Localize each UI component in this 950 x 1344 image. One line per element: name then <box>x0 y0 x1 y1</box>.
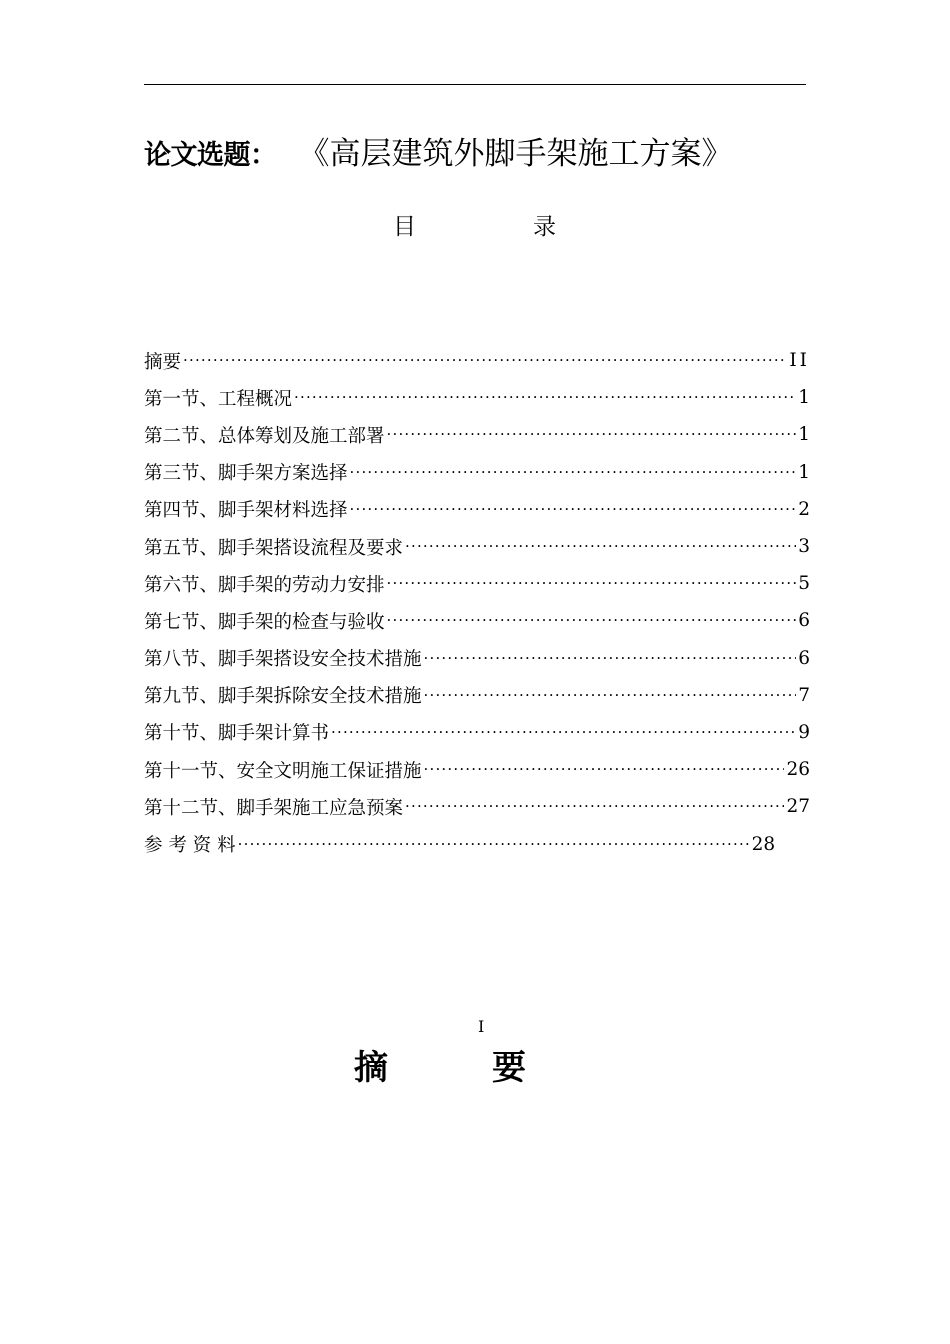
toc-entry-page: 27 <box>786 796 810 818</box>
thesis-title-label: 论文选题： <box>144 140 277 171</box>
toc-entry[interactable] <box>144 677 810 714</box>
toc-entry[interactable] <box>144 528 810 565</box>
toc-entry-title: 第十一节、安全文明施工保证措施 <box>144 760 422 782</box>
toc-entry-page: 26 <box>786 759 810 781</box>
toc-entry-title: 第九节、脚手架拆除安全技术措施 <box>144 686 422 708</box>
toc-leader-dots <box>387 427 796 442</box>
toc-entry[interactable] <box>144 788 810 825</box>
toc-entry-page: 1 <box>798 387 810 409</box>
toc-leader-dots <box>387 613 796 628</box>
toc-entry-title: 第一节、工程概况 <box>144 388 293 410</box>
toc-entry-title: 第十节、脚手架计算书 <box>144 723 330 745</box>
toc-leader-dots <box>331 725 796 740</box>
toc-entry[interactable] <box>144 714 810 751</box>
toc-entry-title: 参 考 资 料 <box>144 835 236 857</box>
page-number: I <box>478 1017 485 1036</box>
toc-entry-page: 6 <box>798 610 810 632</box>
toc-leader-dots <box>183 353 787 368</box>
toc-entry-title: 第十二节、脚手架施工应急预案 <box>144 797 404 819</box>
toc-entry-title: 第三节、脚手架方案选择 <box>144 463 348 485</box>
toc-heading-right: 录 <box>533 214 556 240</box>
thesis-title-name: 《高层建筑外脚手架施工方案》 <box>298 136 733 172</box>
toc-leader-dots <box>387 576 796 591</box>
toc-entry-page: II <box>789 350 810 372</box>
toc-entry[interactable] <box>144 491 810 528</box>
toc-heading <box>0 208 950 242</box>
abstract-heading-left: 摘 <box>354 1048 388 1088</box>
abstract-heading <box>0 1040 950 1088</box>
toc-entry[interactable] <box>144 379 810 416</box>
toc-leader-dots <box>238 837 750 852</box>
toc-leader-dots <box>350 502 796 517</box>
toc-leader-dots <box>424 688 796 703</box>
toc-entry[interactable] <box>144 565 810 602</box>
toc-entry[interactable] <box>144 751 810 788</box>
thesis-title <box>144 128 733 176</box>
toc-entry-page: 7 <box>798 684 810 706</box>
toc-entry-page: 28 <box>751 833 776 855</box>
toc-entry-page: 6 <box>798 647 810 669</box>
toc-leader-dots <box>294 390 796 405</box>
table-of-contents <box>144 342 810 863</box>
toc-heading-left: 目 <box>393 214 416 240</box>
toc-entry-page: 3 <box>798 536 810 558</box>
toc-entry-title: 第五节、脚手架搭设流程及要求 <box>144 537 404 559</box>
toc-entry-title: 摘要 <box>144 351 182 373</box>
toc-leader-dots <box>350 465 796 480</box>
toc-entry[interactable] <box>144 640 810 677</box>
top-rule <box>144 84 806 85</box>
toc-entry-page: 5 <box>798 573 810 595</box>
toc-entry[interactable] <box>144 416 810 453</box>
toc-entry-page: 1 <box>798 424 810 446</box>
toc-entry-page: 2 <box>798 498 810 520</box>
toc-entry-title: 第八节、脚手架搭设安全技术措施 <box>144 649 422 671</box>
toc-entry-title: 第四节、脚手架材料选择 <box>144 500 348 522</box>
toc-entry-title: 第七节、脚手架的检查与验收 <box>144 611 385 633</box>
toc-leader-dots <box>405 799 784 814</box>
toc-leader-dots <box>424 762 785 777</box>
abstract-heading-right: 要 <box>492 1048 526 1088</box>
toc-leader-dots <box>424 651 796 666</box>
toc-leader-dots <box>405 539 796 554</box>
toc-entry[interactable] <box>144 342 810 379</box>
toc-entry[interactable] <box>144 602 810 639</box>
toc-entry[interactable] <box>144 825 810 862</box>
toc-entry-title: 第二节、总体筹划及施工部署 <box>144 425 385 447</box>
toc-entry-title: 第六节、脚手架的劳动力安排 <box>144 574 385 596</box>
toc-entry-page: 9 <box>798 721 810 743</box>
toc-entry-page: 1 <box>798 461 810 483</box>
toc-entry[interactable] <box>144 454 810 491</box>
